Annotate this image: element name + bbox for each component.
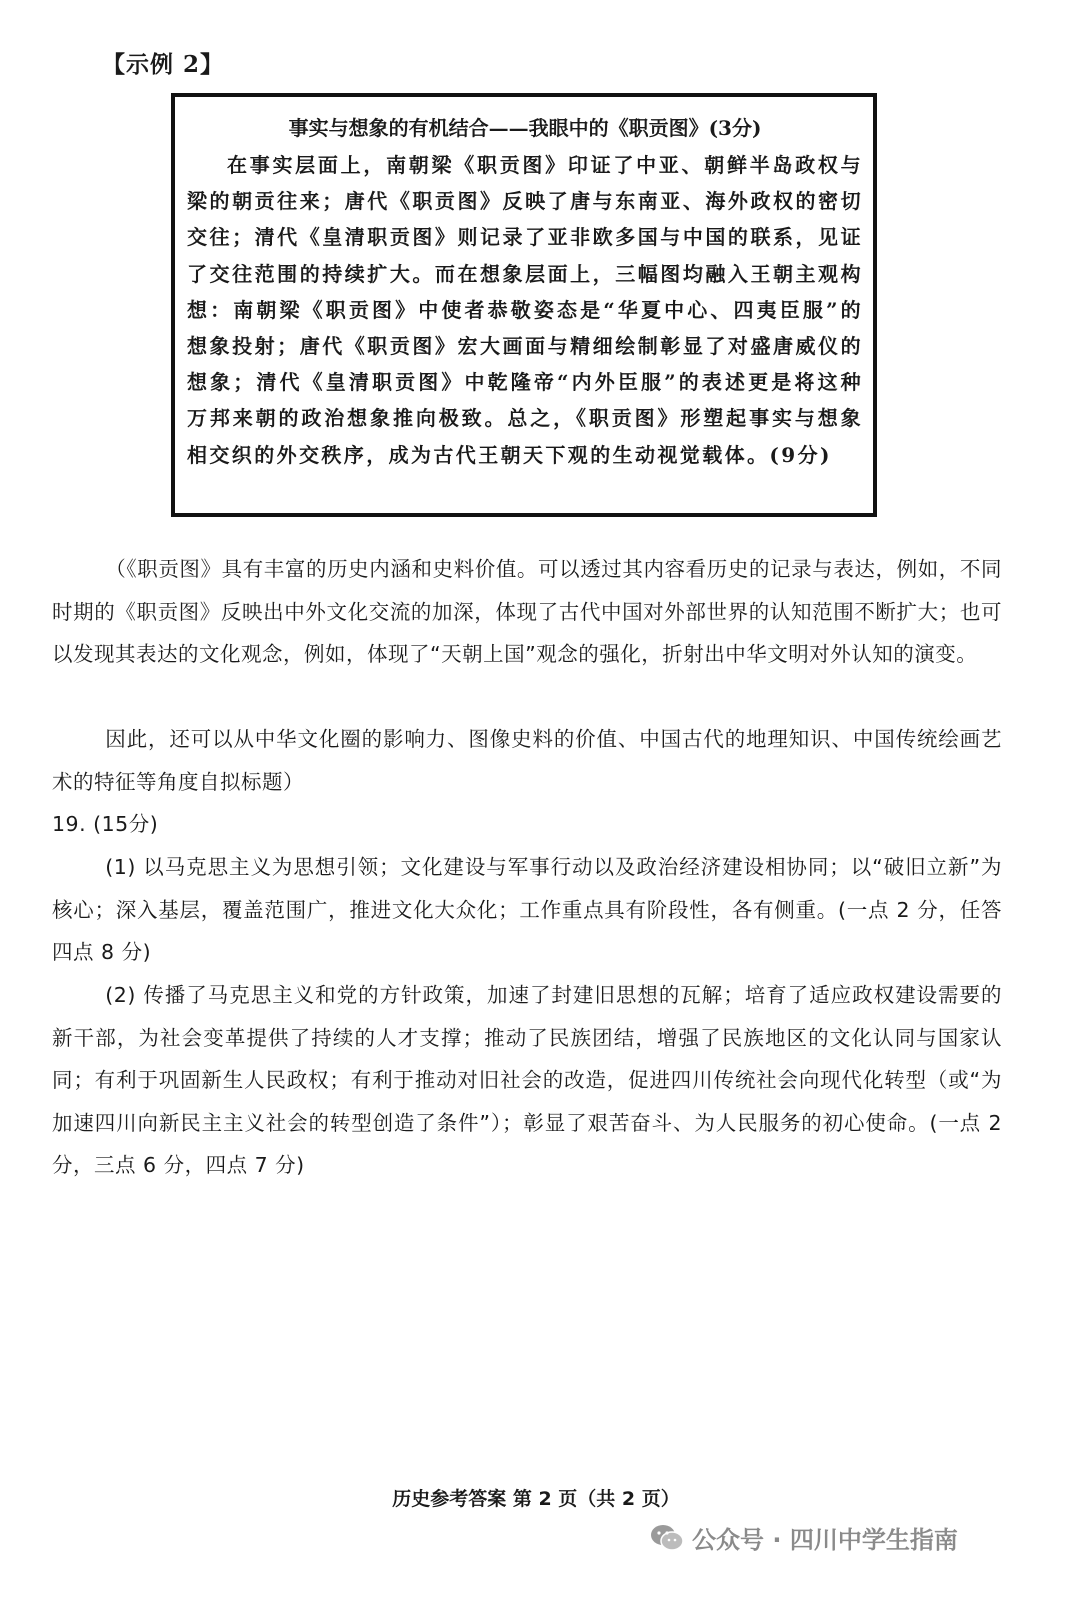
watermark-text: 公众号 · 四川中学生指南 xyxy=(692,1526,958,1554)
page-footer: 历史参考答案 第 2 页（共 2 页） xyxy=(392,1488,680,1510)
watermark xyxy=(650,1520,958,1555)
question-19-title: 19. (15分) xyxy=(52,812,159,836)
note-paragraph-2: 因此，还可以从中华文化圈的影响力、图像史料的价值、中国古代的地理知识、中国传统绘画艺术的特征等角度自拟标题） xyxy=(52,727,1002,794)
sample-answer-body: 在事实层面上，南朝梁《职贡图》印证了中亚、朝鲜半岛政权与梁的朝贡往来；唐代《职贡图》反映了唐与东南亚、海外政权的密切交往；清代《皇清职贡图》则记录了亚非欧多国与中国的联系，见证了交往范围的持续扩大。而在想象层面上，三幅图均融入王朝主观构想：南朝梁《职贡图》中使者恭敬姿态是“华夏中心、四夷臣服”的想象投射；唐代《职贡图》宏大画面与精细绘制彰显了对盛唐威仪的想象；清代《皇清职贡图》中乾隆帝“内外臣服”的表述更是将这种万邦来朝的政治想象推向极致。总之，《职贡图》形塑起事实与想象相交织的外交秩序，成为古代王朝天下观的生动视觉载体。(9分) xyxy=(187,153,863,467)
question-19-part-1: (1) 以马克思主义为思想引领；文化建设与军事行动以及政治经济建设相协同；以“破旧立新”为核心；深入基层，覆盖范围广，推进文化大众化；工作重点具有阶段性，各有侧重。(一点 2 分，任答四点 8 分) xyxy=(52,855,1002,964)
wechat-icon xyxy=(650,1523,684,1553)
question-19-part-2: (2) 传播了马克思主义和党的方针政策，加速了封建旧思想的瓦解；培育了适应政权建设需要的新干部，为社会变革提供了持续的人才支撑；推动了民族团结，增强了民族地区的文化认同与国家认同；有利于巩固新生人民政权；有利于推动对旧社会的改造，促进四川传统社会向现代化转型（或“为加速四川向新民主主义社会的转型创造了条件”）；彰显了艰苦奋斗、为人民服务的初心使命。(一点 2 分，三点 6 分，四点 7 分) xyxy=(52,983,1002,1177)
sample-answer-title: 事实与想象的有机结合——我眼中的《职贡图》(3分) xyxy=(288,116,762,140)
example-label: 【示例 2】 xyxy=(102,51,225,78)
note-paragraph-1: （《职贡图》具有丰富的历史内涵和史料价值。可以透过其内容看历史的记录与表达，例如，不同时期的《职贡图》反映出中外文化交流的加深，体现了古代中国对外部世界的认知范围不断扩大；也可以发现其表达的文化观念，例如，体现了“天朝上国”观念的强化，折射出中华文明对外认知的演变。 xyxy=(52,557,1002,666)
sample-answer-box xyxy=(172,94,876,516)
